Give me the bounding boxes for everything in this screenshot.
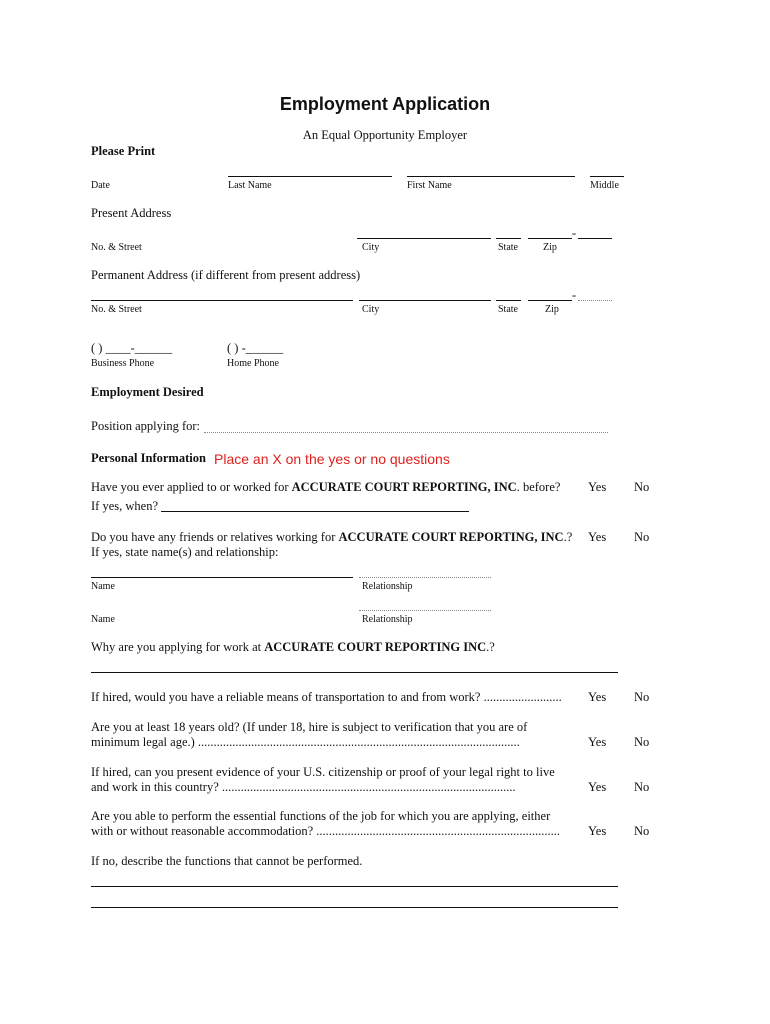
- personal-information-heading: Personal Information: [91, 451, 206, 465]
- first-name-label: First Name: [407, 180, 452, 191]
- position-field[interactable]: [204, 418, 612, 434]
- functions-field[interactable]: [91, 872, 622, 888]
- relative-name-label: Name: [91, 581, 115, 592]
- question-applied-before: Have you ever applied to or worked for ACCURATE COURT REPORTING, INC. before?: [91, 480, 561, 494]
- present-zip-field[interactable]: [528, 224, 616, 240]
- business-phone-pattern: ( ) ____-______: [91, 341, 173, 355]
- functions-followup-label: If no, describe the functions that cannot be performed.: [91, 854, 363, 868]
- home-phone-field[interactable]: [227, 341, 341, 357]
- yes-option[interactable]: Yes: [588, 530, 607, 544]
- question-essential-functions-line1: Are you able to perform the essential functions of the job for which you are applying, either: [91, 809, 551, 823]
- relationship-field[interactable]: [359, 596, 495, 612]
- question-essential-functions-line2: with or without reasonable accommodation? ..............................................................................: [91, 824, 561, 838]
- instruction-text: Place an X on the yes or no questions: [214, 451, 450, 467]
- date-field[interactable]: [91, 162, 215, 178]
- question-age-line2: minimum legal age.) .......................................................................................................: [91, 735, 520, 749]
- functions-field[interactable]: [91, 893, 622, 909]
- present-city-field[interactable]: [357, 224, 495, 240]
- last-name-label: Last Name: [228, 180, 272, 191]
- question-why-apply: Why are you applying for work at ACCURATE COURT REPORTING INC.?: [91, 640, 495, 654]
- present-zip-dash: -: [572, 226, 577, 240]
- no-option[interactable]: No: [634, 735, 650, 749]
- present-zip-label: Zip: [543, 242, 557, 253]
- first-name-field[interactable]: [407, 162, 579, 178]
- applied-when-field[interactable]: [161, 497, 473, 513]
- question-age-line1: Are you at least 18 years old? (If under 18, hire is subject to verification that you are of: [91, 720, 528, 734]
- page-subtitle: An Equal Opportunity Employer: [302, 128, 468, 142]
- no-option[interactable]: No: [634, 824, 650, 838]
- relationship-label: Relationship: [362, 614, 413, 625]
- why-apply-field[interactable]: [91, 658, 622, 674]
- relatives-followup-label: If yes, state name(s) and relationship:: [91, 545, 279, 559]
- permanent-city-label: City: [362, 304, 380, 315]
- business-phone-field[interactable]: [91, 341, 205, 357]
- present-state-field[interactable]: [496, 224, 525, 240]
- relative-name-label: Name: [91, 614, 115, 625]
- permanent-state-label: State: [498, 304, 518, 315]
- home-phone-label: Home Phone: [227, 358, 279, 369]
- position-label: Position applying for:: [91, 419, 201, 433]
- middle-name-field[interactable]: [590, 162, 628, 178]
- relative-name-field[interactable]: [91, 563, 357, 579]
- permanent-city-field[interactable]: [359, 286, 495, 302]
- middle-label: Middle: [590, 180, 619, 191]
- business-phone-label: Business Phone: [91, 358, 155, 369]
- no-option[interactable]: No: [634, 480, 650, 494]
- home-phone-pattern: ( ) -______: [227, 341, 284, 355]
- permanent-zip-label: Zip: [545, 304, 559, 315]
- relative-name-field[interactable]: [91, 596, 357, 612]
- no-option[interactable]: No: [634, 690, 650, 704]
- present-state-label: State: [498, 242, 518, 253]
- present-street-field[interactable]: [91, 224, 350, 240]
- present-city-label: City: [362, 242, 380, 253]
- please-print-label: Please Print: [91, 144, 156, 158]
- yes-option[interactable]: Yes: [588, 735, 607, 749]
- present-address-heading: Present Address: [91, 206, 172, 220]
- employment-desired-heading: Employment Desired: [91, 385, 204, 399]
- last-name-field[interactable]: [228, 162, 396, 178]
- relationship-field[interactable]: [359, 563, 495, 579]
- yes-option[interactable]: Yes: [588, 780, 607, 794]
- yes-option[interactable]: Yes: [588, 690, 607, 704]
- question-citizenship-line2: and work in this country? ..............................................................................................: [91, 780, 516, 794]
- relationship-label: Relationship: [362, 581, 413, 592]
- permanent-zip-field[interactable]: [528, 286, 616, 302]
- present-street-label: No. & Street: [91, 242, 142, 253]
- applied-when-label: If yes, when?: [91, 499, 158, 513]
- date-label: Date: [91, 180, 110, 191]
- permanent-street-label: No. & Street: [91, 304, 142, 315]
- yes-option[interactable]: Yes: [588, 824, 607, 838]
- permanent-state-field[interactable]: [496, 286, 525, 302]
- page-title: Employment Application: [279, 94, 491, 114]
- permanent-street-field[interactable]: [91, 286, 357, 302]
- no-option[interactable]: No: [634, 530, 650, 544]
- question-citizenship-line1: If hired, can you present evidence of your U.S. citizenship or proof of your legal right to live: [91, 765, 555, 779]
- permanent-zip-dash: -: [572, 288, 577, 302]
- yes-option[interactable]: Yes: [588, 480, 607, 494]
- question-friends-relatives: Do you have any friends or relatives working for ACCURATE COURT REPORTING, INC.?: [91, 530, 573, 544]
- no-option[interactable]: No: [634, 780, 650, 794]
- question-transportation: If hired, would you have a reliable means of transportation to and from work? .........................: [91, 690, 562, 704]
- permanent-address-heading: Permanent Address (if different from present address): [91, 268, 361, 282]
